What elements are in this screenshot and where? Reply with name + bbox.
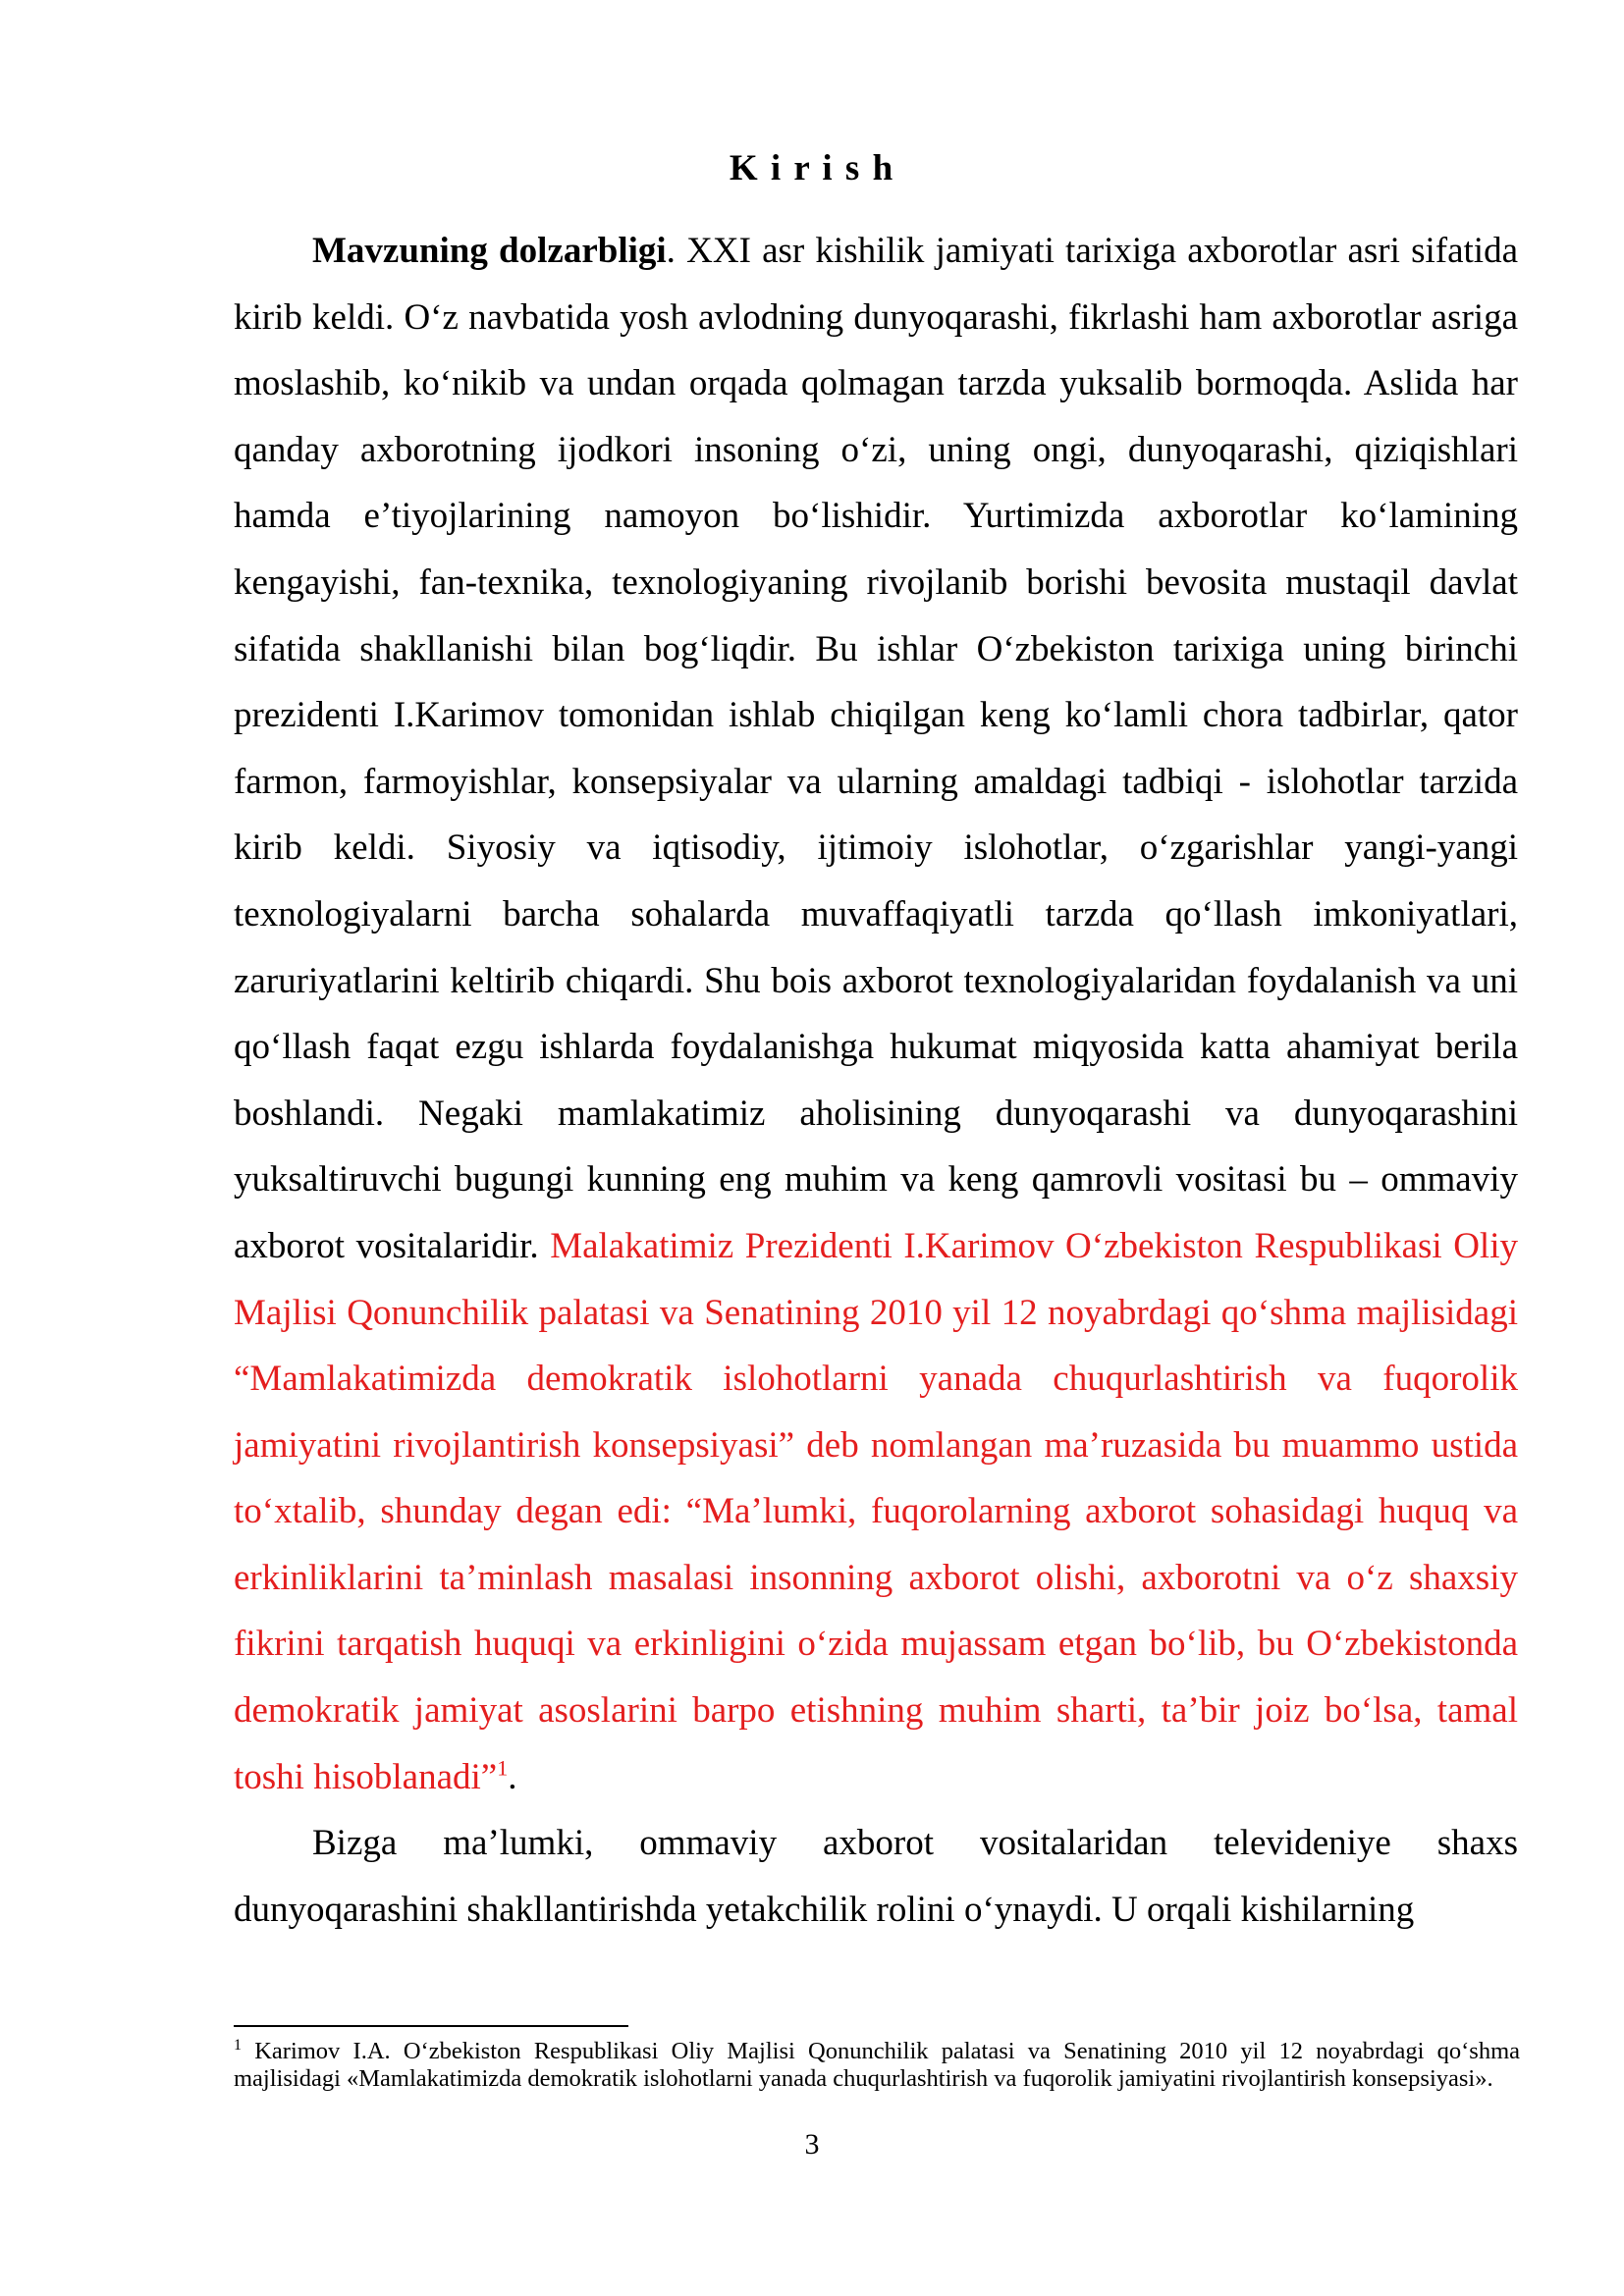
footnote-text: Karimov I.A. O‘zbekiston Respublikasi Oliy Majlisi Qonunchilik palatasi va Senatining 2010 yil 12 noyabrdagi qo‘shma majlisidagi «Mamlakatimizda demokratik islohotlarni yanada chuqurlashtirish va fuqorolik jamiyatini rivojlantirish konsepsiyasi». — [234, 2038, 1520, 2092]
page-number: 3 — [804, 2128, 820, 2161]
footnote-separator — [234, 2025, 628, 2027]
paragraph-lead-term: Mavzuning dolzarbligi — [312, 231, 667, 271]
lead-punctuation: . — [666, 231, 687, 271]
paragraph-television: Bizga ma’lumki, ommaviy axborot vositalaridan televideniye shaxs dunyoqarashini shakllantirishda yetakchilik rolini o‘ynaydi. U orqali kishilarning — [234, 1823, 1518, 1930]
paragraph-relevance — [234, 218, 1518, 1810]
paragraph-text: XXI asr kishilik jamiyati tarixiga axborotlar asri sifatida kirib keldi. O‘z navbatida yosh avlodning dunyoqarashi, fikrlashi ham axborotlar asriga moslashib, ko‘nikib va undan orqada qolmagan tarzda yuksalib bormoqda. Aslida har qanday axborotning ijodkori insoning o‘zi, uning ongi, dunyoqarashi, qiziqishlari hamda e’tiyojlarining namoyon bo‘lishidir. Yurtimizda axborotlar ko‘lamining kengayishi, fan-texnika, texnologiyaning rivojlanib borishi bevosita mustaqil davlat sifatida shakllanishi bilan bog‘liqdir. Bu ishlar O‘zbekiston tarixiga uning birinchi prezidenti I.Karimov tomonidan ishlab chiqilgan keng ko‘lamli chora tadbirlar, qator farmon, farmoyishlar, konsepsiyalar va ularning amaldagi tadbiqi - islohotlar tarzida kirib keldi. Siyosiy va iqtisodiy, ijtimoiy islohotlar, o‘zgarishlar yangi-yangi texnologiyalarni barcha sohalarda muvaffaqiyatli tarzda qo‘llash imkoniyatlari, zaruriyatlarini keltirib chiqardi. Shu bois axborot texnologiyalaridan foydalanish va uni qo‘llash faqat ezgu ishlarda foydalanishga hukumat miqyosida katta ahamiyat berila boshlandi. Negaki mamlakatimiz aholisining dunyoqarashi va dunyoqarashini yuksaltiruvchi bugungi kunning eng muhim va keng qamrovli vositasi bu – ommaviy axborot vositalaridir. — [234, 231, 1519, 1266]
footnote-marker: 1 — [234, 2036, 242, 2054]
section-heading: K i r i s h — [729, 148, 895, 188]
footnote-reference[interactable]: 1 — [497, 1755, 509, 1781]
highlighted-quote: Malakatimiz Prezidenti I.Karimov O‘zbekiston Respublikasi Oliy Majlisi Qonunchilik palatasi va Senatining 2010 yil 12 noyabrdagi qo‘shma majlisidagi “Mamlakatimizda demokratik islohotlarni yanada chuqurlashtirish va fuqorolik jamiyatini rivojlantirish konsepsiyasi” deb nomlangan ma’ruzasida bu muammo ustida to‘xtalib, shunday degan edi: “Ma’lumki, fuqorolarning axborot sohasidagi huquq va erkinliklarini ta’minlash masalasi insonning axborot olishi, axborotni va o‘z shaxsiy fikrini tarqatish huquqi va erkinligini o‘zida mujassam etgan bo‘lib, bu O‘zbekistonda demokratik jamiyat asoslarini barpo etishning muhim sharti, ta’bir joiz bo‘lsa, tamal toshi hisoblanadi” — [234, 1225, 1518, 1797]
footnote — [234, 2038, 1520, 2092]
body-text — [234, 218, 1518, 1943]
paragraph-end-punctuation: . — [508, 1756, 517, 1797]
